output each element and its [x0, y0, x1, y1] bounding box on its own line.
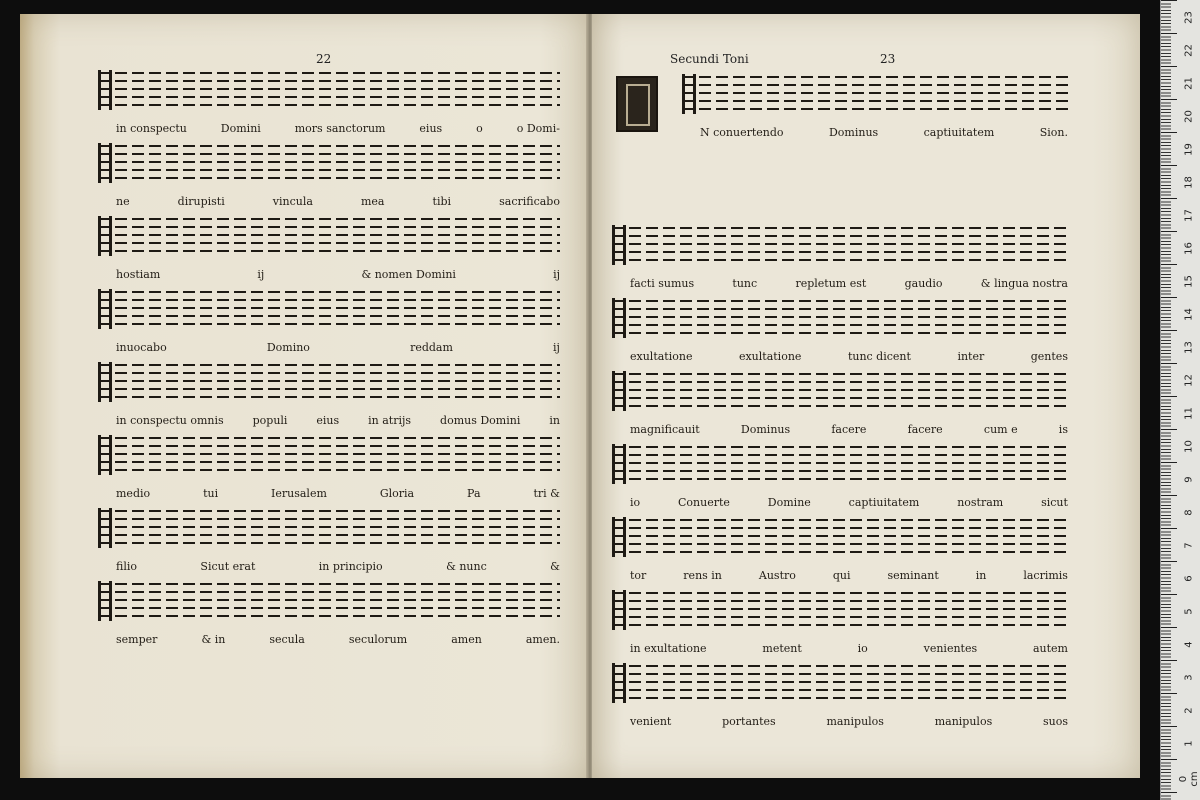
lyric-word: suos	[1043, 715, 1068, 728]
staff	[612, 519, 1068, 555]
clef-icon	[682, 74, 696, 114]
lyric-word: eius	[316, 414, 340, 427]
lyric-word: o Domi-	[516, 122, 560, 135]
lyric-word: magnificauit	[630, 423, 700, 436]
staff	[98, 291, 560, 327]
staff	[98, 72, 560, 108]
music-system	[98, 437, 560, 500]
lyric-word: exultatione	[738, 350, 802, 363]
lyric-word: lacrimis	[1023, 569, 1068, 582]
lyrics-line	[630, 496, 1068, 509]
lyric-word: nostram	[957, 496, 1004, 509]
lyric-word: Conuerte	[678, 496, 730, 509]
lyrics-line	[116, 633, 560, 646]
staff	[98, 583, 560, 619]
clef-icon	[98, 216, 112, 256]
clef-icon	[612, 663, 626, 703]
lyric-word: facti sumus	[630, 277, 695, 290]
clef-icon	[98, 435, 112, 475]
ruler-mark-label: 23	[1183, 11, 1195, 24]
lyric-word: medio	[116, 487, 151, 500]
lyrics-line	[116, 487, 560, 500]
lyric-word: Domino	[266, 341, 310, 354]
lyric-word: in exultatione	[630, 642, 707, 655]
lyrics-line	[116, 122, 560, 135]
clef-icon	[98, 143, 112, 183]
ruler-mark-label: 7	[1183, 542, 1195, 549]
clef-icon	[612, 298, 626, 338]
lyric-word: tui	[203, 487, 219, 500]
lyrics-line	[630, 569, 1068, 582]
staff	[612, 227, 1068, 263]
ruler-major-ticks	[1161, 0, 1177, 800]
lyrics-line	[116, 268, 560, 281]
lyric-word: hostiam	[116, 268, 161, 281]
lyric-word: eius	[419, 122, 443, 135]
lyric-word: domus Domini	[440, 414, 521, 427]
lyric-word: sacrificabo	[499, 195, 560, 208]
ruler-mark-label: 4	[1183, 641, 1195, 648]
lyric-word: Sion.	[1039, 126, 1068, 139]
staff	[612, 665, 1068, 701]
music-system	[98, 364, 560, 427]
lyric-word: tri &	[533, 487, 560, 500]
music-system	[612, 446, 1068, 509]
music-system	[98, 218, 560, 281]
right-page	[592, 14, 1140, 778]
ruler-mark-label: 3	[1183, 674, 1195, 681]
lyric-word: portantes	[722, 715, 776, 728]
clef-icon	[98, 508, 112, 548]
lyric-word: inter	[957, 350, 985, 363]
ruler-mark-label: 13	[1183, 341, 1195, 354]
lyric-word: reddam	[410, 341, 453, 354]
lyric-word: tunc dicent	[847, 350, 911, 363]
lyrics-line	[630, 642, 1068, 655]
lyric-word: Domini	[220, 122, 261, 135]
staff	[98, 218, 560, 254]
staff	[98, 145, 560, 181]
ruler-mark-label: 12	[1183, 374, 1195, 387]
ruler-mark-label: 17	[1183, 209, 1195, 222]
ruler-mark-label: 8	[1183, 509, 1195, 516]
lyric-word: tor	[630, 569, 647, 582]
staff	[98, 364, 560, 400]
lyric-word: dirupisti	[177, 195, 225, 208]
lyric-word: &	[550, 560, 560, 573]
lyric-word: mea	[360, 195, 385, 208]
lyrics-line	[116, 560, 560, 573]
lyric-word: Dominus	[828, 126, 879, 139]
lyric-word: metent	[762, 642, 802, 655]
lyric-word: seminant	[887, 569, 939, 582]
lyric-word: o	[476, 122, 483, 135]
lyric-word: Austro	[758, 569, 796, 582]
lyric-word: ij	[257, 268, 265, 281]
lyric-word: & nomen Domini	[361, 268, 456, 281]
ruler-mark-label: 19	[1183, 143, 1195, 156]
lyrics-line	[700, 126, 1068, 139]
ruler-mark-label: 20	[1183, 110, 1195, 123]
lyric-word: in conspectu omnis	[116, 414, 224, 427]
lyric-word: Dominus	[740, 423, 791, 436]
ruler-mark-label: 2	[1183, 707, 1195, 714]
lyric-word: semper	[116, 633, 158, 646]
music-system	[612, 300, 1068, 363]
lyric-word: qui	[832, 569, 851, 582]
lyric-word: sicut	[1041, 496, 1068, 509]
ruler-mark-label: 1	[1183, 740, 1195, 747]
lyric-word: rens in	[683, 569, 722, 582]
lyric-word: gentes	[1030, 350, 1068, 363]
lyric-word: in	[975, 569, 987, 582]
staff	[612, 373, 1068, 409]
lyric-word: gaudio	[904, 277, 943, 290]
lyric-word: ij	[553, 268, 560, 281]
lyric-word: Domine	[767, 496, 811, 509]
lyric-word: exultatione	[630, 350, 693, 363]
ruler-mark-label: 21	[1183, 77, 1195, 90]
lyric-word: in	[549, 414, 560, 427]
music-system	[612, 665, 1068, 728]
measuring-ruler	[1160, 0, 1200, 800]
staff	[682, 76, 1068, 112]
lyric-word: cum e	[983, 423, 1018, 436]
lyric-word: secula	[269, 633, 305, 646]
lyric-word: N conuertendo	[700, 126, 784, 139]
lyric-word: manipulos	[934, 715, 993, 728]
music-system	[98, 72, 560, 135]
lyric-word: io	[857, 642, 868, 655]
lyric-word: venient	[630, 715, 672, 728]
clef-icon	[98, 289, 112, 329]
music-system	[612, 592, 1068, 655]
music-system	[612, 227, 1068, 290]
clef-icon	[98, 581, 112, 621]
staff	[612, 592, 1068, 628]
lyrics-line	[116, 341, 560, 354]
lyrics-line	[630, 423, 1068, 436]
lyric-word: captiuitatem	[848, 496, 920, 509]
page-number-left: 22	[316, 52, 332, 66]
lyric-word: in atrijs	[368, 414, 412, 427]
lyric-word: in principio	[318, 560, 383, 573]
lyric-word: & in	[201, 633, 226, 646]
lyric-word: repletum est	[795, 277, 867, 290]
lyric-word: amen	[451, 633, 482, 646]
lyric-word: & lingua nostra	[980, 277, 1068, 290]
lyric-word: Ierusalem	[271, 487, 327, 500]
ruler-mark-label: 14	[1183, 308, 1195, 321]
ruler-mark-label: 5	[1183, 608, 1195, 615]
staff	[98, 510, 560, 546]
lyric-word: Gloria	[379, 487, 415, 500]
lyrics-line	[116, 195, 560, 208]
ruler-mark-label: 18	[1183, 176, 1195, 189]
lyric-word: populi	[252, 414, 288, 427]
lyric-word: tibi	[432, 195, 452, 208]
music-system	[98, 510, 560, 573]
lyric-word: facere	[831, 423, 867, 436]
ruler-unit-label: 0 cm	[1178, 771, 1200, 787]
lyric-word: captiuitatem	[923, 126, 995, 139]
decorated-initial	[616, 76, 658, 132]
staff	[612, 300, 1068, 336]
lyric-word: is	[1058, 423, 1068, 436]
music-system	[612, 519, 1068, 582]
music-system	[98, 291, 560, 354]
clef-icon	[98, 362, 112, 402]
lyrics-line	[630, 277, 1068, 290]
clef-icon	[612, 225, 626, 265]
lyric-word: ij	[553, 341, 560, 354]
music-system	[612, 373, 1068, 436]
ruler-mark-label: 15	[1183, 275, 1195, 288]
lyric-word: Sicut erat	[200, 560, 256, 573]
lyric-word: amen.	[525, 633, 560, 646]
lyric-word: in conspectu	[116, 122, 187, 135]
ruler-mark-label: 16	[1183, 242, 1195, 255]
ruler-mark-label: 22	[1183, 44, 1195, 57]
lyric-word: autem	[1032, 642, 1068, 655]
lyric-word: seculorum	[348, 633, 408, 646]
lyric-word: tunc	[732, 277, 758, 290]
music-system	[98, 583, 560, 646]
lyric-word: venientes	[923, 642, 978, 655]
lyric-word: mors sanctorum	[294, 122, 386, 135]
lyrics-line	[116, 414, 560, 427]
lyric-word: & nunc	[446, 560, 487, 573]
ruler-mark-label: 9	[1183, 476, 1195, 483]
lyric-word: filio	[116, 560, 137, 573]
lyrics-line	[630, 350, 1068, 363]
left-page	[20, 14, 588, 778]
lyric-word: ne	[116, 195, 130, 208]
lyric-word: vincula	[272, 195, 313, 208]
staff	[612, 446, 1068, 482]
lyric-word: manipulos	[826, 715, 884, 728]
running-title: Secundi Toni	[670, 52, 749, 66]
ruler-mark-label: 10	[1183, 440, 1195, 453]
clef-icon	[612, 590, 626, 630]
lyric-word: Pa	[467, 487, 481, 500]
staff	[98, 437, 560, 473]
lyric-word: inuocabo	[116, 341, 167, 354]
clef-icon	[612, 371, 626, 411]
clef-icon	[612, 517, 626, 557]
clef-icon	[98, 70, 112, 110]
ruler-mark-label: 11	[1183, 407, 1195, 420]
clef-icon	[612, 444, 626, 484]
music-system	[682, 76, 1068, 139]
ruler-mark-label: 6	[1183, 575, 1195, 582]
lyric-word: io	[630, 496, 641, 509]
lyric-word: facere	[907, 423, 943, 436]
page-number-right: 23	[880, 52, 896, 66]
music-system	[98, 145, 560, 208]
lyrics-line	[630, 715, 1068, 728]
